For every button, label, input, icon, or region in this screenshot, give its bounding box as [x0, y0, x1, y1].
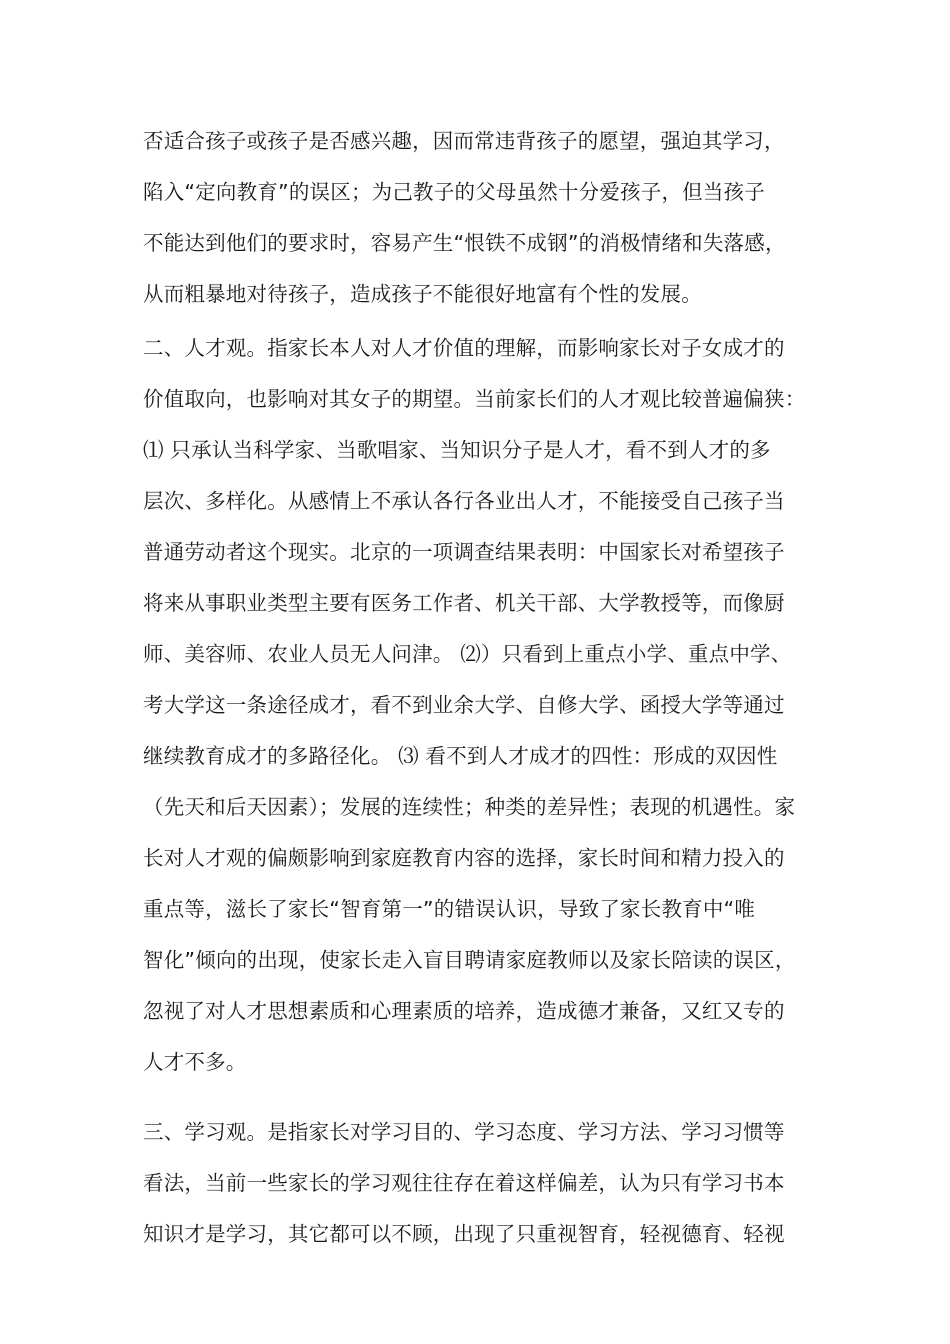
text-line: 人才不多。	[143, 1050, 247, 1074]
text-line: 二、人才观。指家长本人对人才价值的理解，而影响家长对子女成才的	[143, 336, 785, 360]
text-line: 层次、多样化。从感情上不承认各行各业出人才，不能接受自己孩子当	[143, 489, 785, 513]
text-line: （先天和后天因素）；发展的连续性；种类的差异性；表现的机遇性。家	[143, 795, 796, 819]
text-line: 知识才是学习，其它都可以不顾，出现了只重视智育，轻视德育、轻视	[143, 1222, 785, 1246]
text-line: 从而粗暴地对待孩子，造成孩子不能很好地富有个性的发展。	[143, 282, 702, 306]
text-line: 否适合孩子或孩子是否感兴趣，因而常违背孩子的愿望，强迫其学习，	[143, 129, 785, 153]
text-line: 师、美容师、农业人员无人问津。 ⑵）只看到上重点小学、重点中学、	[143, 642, 792, 666]
text-line: 智化”倾向的出现，使家长走入盲目聘请家庭教师以及家长陪读的误区，	[143, 948, 796, 972]
text-line: 陷入“定向教育”的误区；为己教子的父母虽然十分爱孩子，但当孩子	[143, 180, 765, 204]
text-line: 看法，当前一些家长的学习观往往存在着这样偏差，认为只有学习书本	[143, 1171, 785, 1195]
paragraph-continuation	[143, 116, 823, 320]
text-line: 三、学习观。是指家长对学习目的、学习态度、学习方法、学习习惯等	[143, 1120, 785, 1144]
text-line: 价值取向，也影响对其女子的期望。当前家长们的人才观比较普遍偏狭：	[143, 387, 806, 411]
text-line: 不能达到他们的要求时，容易产生“恨铁不成钢”的消极情绪和失落感，	[143, 231, 786, 255]
paragraph-learning-view	[143, 1107, 823, 1260]
text-line: 将来从事职业类型主要有医务工作者、机关干部、大学教授等，而像厨	[143, 591, 785, 615]
text-line: ⑴ 只承认当科学家、当歌唱家、当知识分子是人才，看不到人才的多	[143, 438, 771, 462]
text-line: 忽视了对人才思想素质和心理素质的培养，造成德才兼备，又红又专的	[143, 999, 785, 1023]
text-line: 继续教育成才的多路径化。 ⑶ 看不到人才成才的四性：形成的双因性	[143, 744, 778, 768]
text-line: 考大学这一条途径成才，看不到业余大学、自修大学、函授大学等通过	[143, 693, 785, 717]
text-line: 普通劳动者这个现实。北京的一项调查结果表明：中国家长对希望孩子	[143, 540, 785, 564]
text-line: 长对人才观的偏颇影响到家庭教育内容的选择，家长时间和精力投入的	[143, 846, 785, 870]
paragraph-talent-view	[143, 323, 823, 1088]
text-line: 重点等，滋长了家长“智育第一”的错误认识，导致了家长教育中“唯	[143, 897, 756, 921]
